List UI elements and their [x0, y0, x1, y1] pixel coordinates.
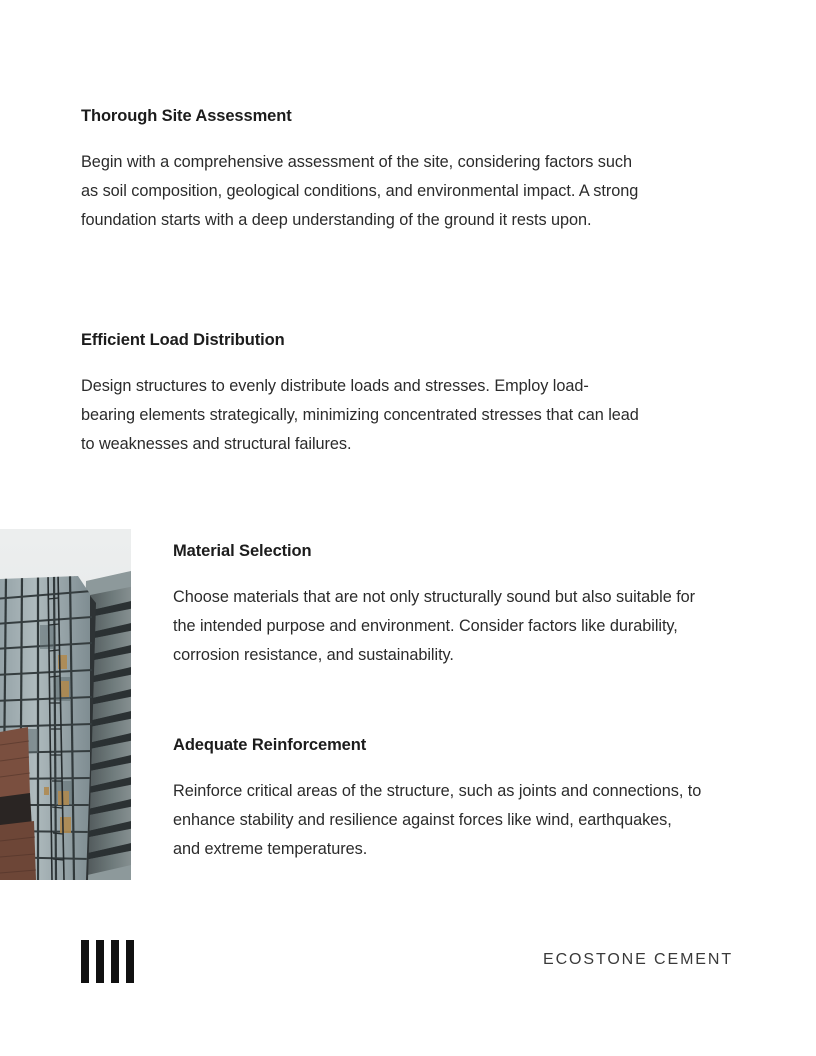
logo-bar-1: [81, 940, 89, 983]
section-adequate-reinforcement: [173, 736, 703, 864]
section-material-selection: [173, 542, 703, 670]
section-heading: Thorough Site Assessment: [81, 107, 292, 125]
building-photo-illustration: [0, 529, 131, 880]
section-body: Reinforce critical areas of the structure, such as joints and connections, to enhance stability and resilience against forces like wind, earthquakes, and extreme temperatures.: [173, 781, 702, 858]
four-bar-logo-icon: [81, 940, 134, 983]
section-body: Choose materials that are not only structurally sound but also suitable for the intended purpose and environment. Consider factors like durability, corrosion resistance, and sustainability.: [173, 587, 696, 664]
logo-bar-2: [96, 940, 104, 983]
building-photo: [0, 529, 131, 880]
logo-bar-3: [111, 940, 119, 983]
section-body: Design structures to evenly distribute loads and stresses. Employ load-bearing elements strategically, minimizing concentrated stresses that can lead to weaknesses and structural failures.: [81, 376, 639, 453]
brand-name: ECOSTONE CEMENT: [543, 951, 733, 968]
section-thorough-site-assessment: [81, 107, 641, 235]
section-efficient-load-distribution: [81, 331, 641, 459]
section-body: Begin with a comprehensive assessment of the site, considering factors such as soil composition, geological conditions, and environmental impact. A strong foundation starts with a deep understanding of the ground it rests upon.: [81, 152, 639, 229]
section-heading: Material Selection: [173, 542, 312, 560]
section-heading: Adequate Reinforcement: [173, 736, 367, 754]
page-footer: [0, 930, 816, 992]
section-heading: Efficient Load Distribution: [81, 331, 285, 349]
logo-bar-4: [126, 940, 134, 983]
